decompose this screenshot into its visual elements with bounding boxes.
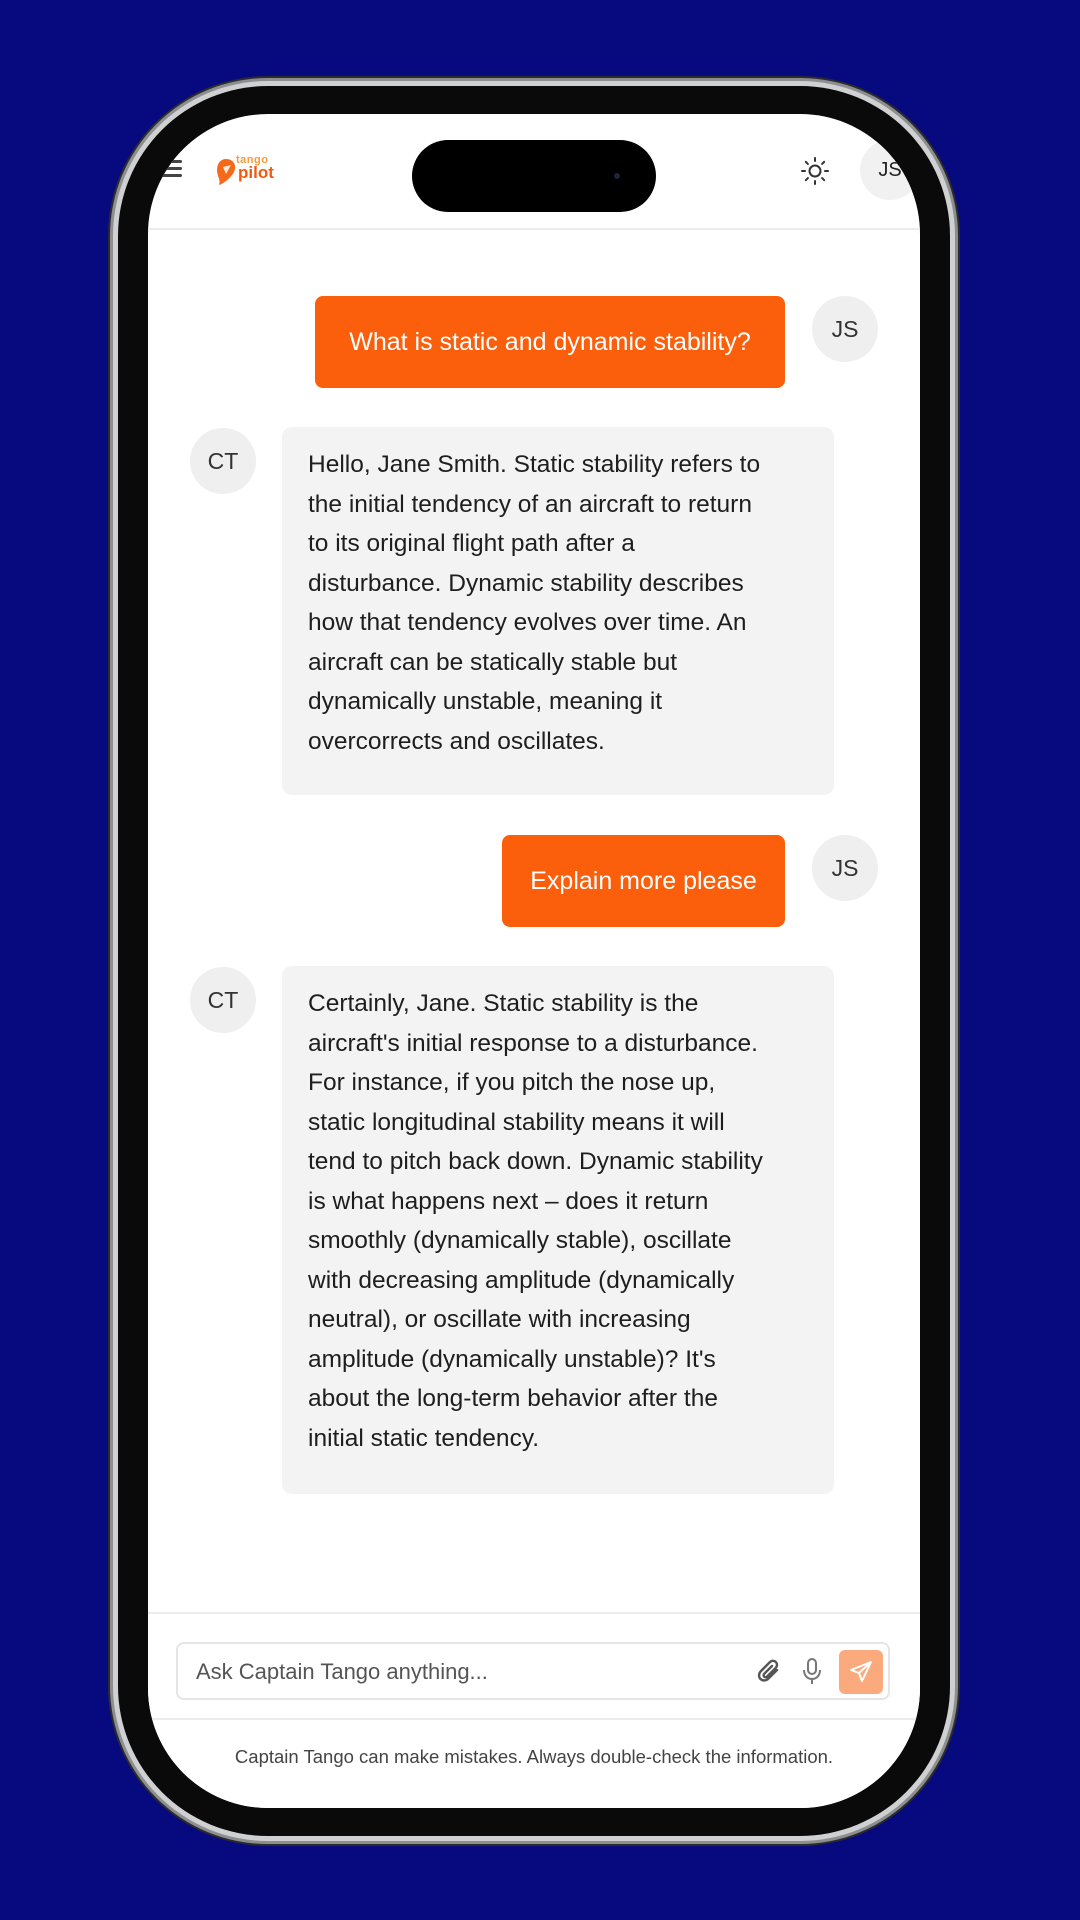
message-line: tend to pitch back down. Dynamic stability <box>308 1148 763 1175</box>
user-message-bubble: What is static and dynamic stability? <box>315 296 785 388</box>
paper-plane-send-icon <box>848 1659 874 1685</box>
message-line: neutral), or oscillate with increasing <box>308 1306 691 1333</box>
logo-mark-icon <box>214 158 238 186</box>
message-line: the initial tendency of an aircraft to return <box>308 490 752 518</box>
paperclip-attach-icon[interactable] <box>756 1658 784 1686</box>
user-avatar: JS <box>812 835 878 901</box>
message-line: amplitude (dynamically unstable)? It's <box>308 1345 716 1373</box>
send-button[interactable] <box>839 1650 883 1694</box>
message-line: to its original flight path after a <box>308 530 635 557</box>
user-avatar: JS <box>812 296 878 362</box>
user-avatar-button[interactable]: JS <box>860 140 920 200</box>
message-line: about the long-term behavior after the <box>308 1385 718 1412</box>
volume-down-button <box>110 752 116 878</box>
footer-divider <box>148 1718 920 1720</box>
message-line: is what happens next – does it return <box>308 1187 709 1215</box>
user-message-bubble: Explain more please <box>502 835 785 927</box>
message-line: with decreasing amplitude (dynamically <box>308 1266 735 1294</box>
message-line: initial static tendency. <box>308 1424 540 1452</box>
message-line: dynamically unstable, meaning it <box>308 688 663 715</box>
assistant-message-bubble <box>282 427 834 795</box>
message-line: aircraft's initial response to a disturbance. <box>308 1029 758 1057</box>
sun-theme-toggle-icon[interactable] <box>800 156 830 186</box>
app-screen <box>148 114 920 1808</box>
message-line: how that tendency evolves over time. An <box>308 609 747 636</box>
logo-word-pilot: pilot <box>238 163 274 182</box>
dynamic-island <box>412 140 656 212</box>
message-line: For instance, if you pitch the nose up, <box>308 1069 716 1096</box>
message-line: disturbance. Dynamic stability describes <box>308 569 744 597</box>
hamburger-menu-icon[interactable] <box>160 160 182 178</box>
tango-pilot-logo <box>214 154 284 186</box>
chat-input[interactable] <box>176 1642 890 1700</box>
disclaimer-text: Captain Tango can make mistakes. Always double-check the information. <box>234 1746 834 1767</box>
message-line: overcorrects and oscillates. <box>308 727 605 755</box>
power-button <box>952 630 958 832</box>
message-line: Certainly, Jane. Static stability is the <box>308 990 699 1017</box>
assistant-avatar: CT <box>190 428 256 494</box>
composer-area <box>148 1612 920 1808</box>
message-line: static longitudinal stability means it will <box>308 1108 725 1136</box>
chat-input-placeholder: Ask Captain Tango anything... <box>196 1659 488 1684</box>
microphone-icon[interactable] <box>800 1657 824 1687</box>
assistant-avatar: CT <box>190 967 256 1033</box>
silent-switch <box>110 446 116 522</box>
message-line: aircraft can be statically stable but <box>308 648 678 676</box>
volume-up-button <box>110 588 116 714</box>
message-line: smoothly (dynamically stable), oscillate <box>308 1227 732 1254</box>
assistant-message-bubble <box>282 966 834 1494</box>
logo-word-tango: tango <box>236 154 269 166</box>
message-line: Hello, Jane Smith. Static stability refers to <box>308 451 761 478</box>
